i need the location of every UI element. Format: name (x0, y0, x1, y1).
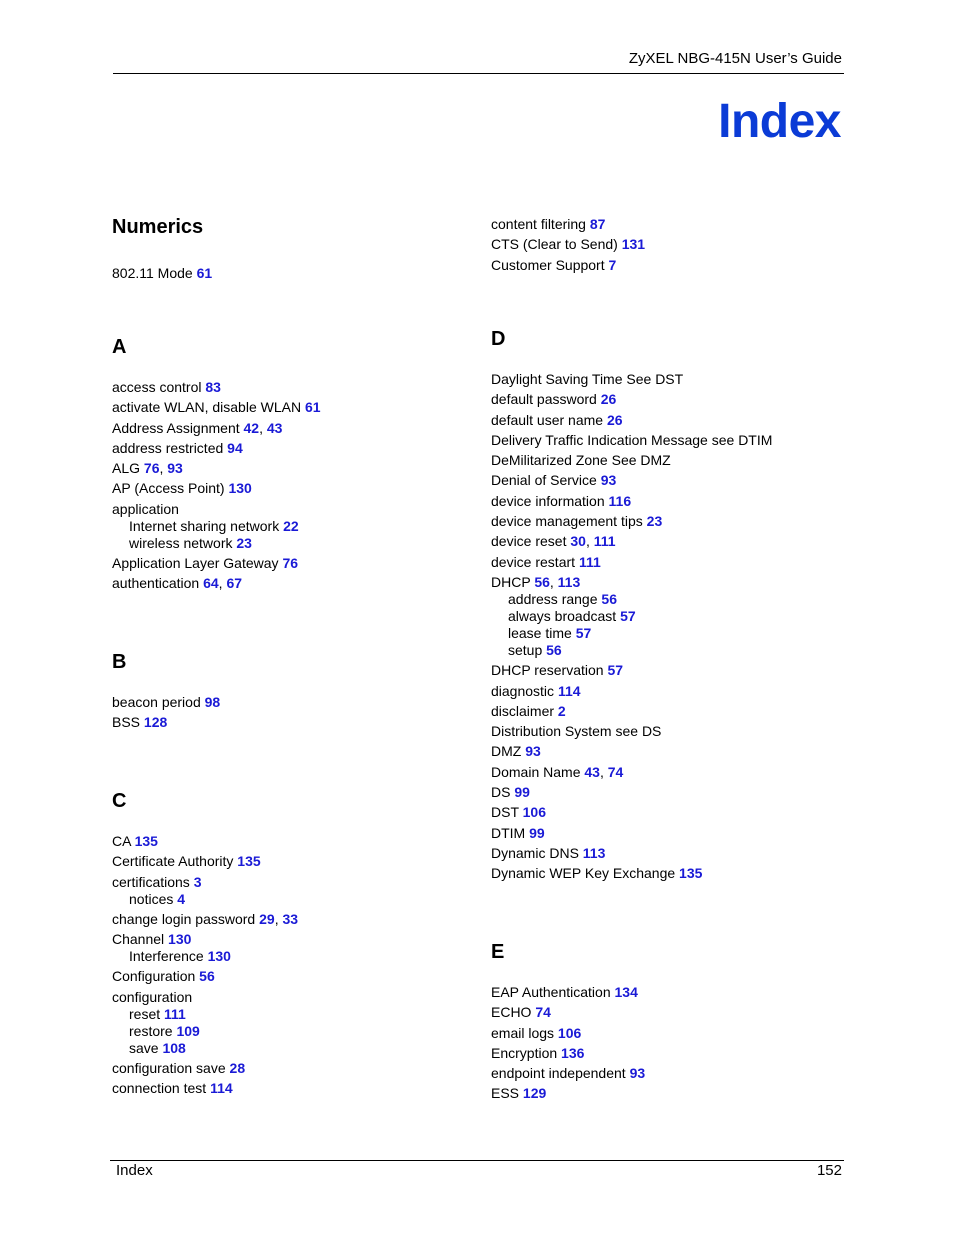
section-heading: Numerics (112, 216, 204, 238)
guide-title: ZyXEL NBG-415N User’s Guide (628, 50, 842, 67)
index-term: Denial of Service (491, 472, 597, 489)
index-term: Encryption (491, 1044, 558, 1061)
page-link[interactable]: 2 (557, 702, 566, 719)
index-entry (112, 501, 472, 552)
page-link[interactable]: 113 (582, 844, 606, 861)
index-entry (112, 874, 472, 908)
index-term: DMZ (491, 743, 522, 760)
page-link[interactable]: 130 (207, 948, 231, 965)
index-entry (112, 379, 472, 396)
index-entry (112, 833, 472, 850)
index-entry (491, 493, 851, 510)
page-link[interactable]: 83 (205, 379, 221, 395)
index-term: setup (508, 641, 543, 658)
index-entry (491, 662, 851, 679)
section-heading: E (491, 941, 505, 963)
index-subentry (112, 1023, 472, 1040)
page-number: 152 (816, 1162, 842, 1179)
page-link[interactable]: 56 (546, 641, 562, 658)
index-entries (491, 984, 851, 1102)
page-link[interactable]: 114 (210, 1080, 233, 1097)
index-subentry (112, 891, 472, 908)
page-link[interactable]: 128 (143, 714, 168, 731)
index-section (491, 940, 851, 1106)
page-link[interactable]: 76 (282, 555, 299, 572)
index-entry (491, 472, 851, 489)
index-term: content filtering (491, 216, 586, 232)
index-entry: device reset 30, 111 (491, 533, 616, 550)
page-link[interactable]: 131 (621, 236, 646, 253)
section-heading: B (112, 651, 127, 673)
index-term: always broadcast (508, 607, 617, 624)
index-term: address range (508, 590, 598, 607)
page-link[interactable]: 57 (575, 624, 592, 641)
page-link[interactable]: 111 (164, 1005, 186, 1022)
page-link[interactable]: 56 (534, 573, 550, 590)
page-link[interactable]: 30 (570, 533, 586, 550)
index-subentry (112, 518, 472, 535)
section-heading: C (112, 790, 127, 812)
page-link[interactable]: 93 (167, 460, 183, 477)
page-link[interactable]: 76 (143, 460, 160, 477)
index-section (491, 327, 851, 886)
index-term: configuration (112, 988, 193, 1005)
page-link[interactable]: 43 (584, 763, 600, 780)
index-entries (112, 379, 472, 592)
index-section (112, 215, 472, 285)
index-entry (491, 554, 851, 571)
page-link[interactable]: 74 (535, 1004, 551, 1021)
index-term: CTS (Clear to Send) (491, 236, 618, 253)
index-term: Customer Support (491, 256, 605, 273)
index-entry: Domain Name 43, 74 (491, 763, 624, 780)
page-link[interactable]: 93 (525, 743, 541, 760)
index-entries (491, 371, 851, 882)
index-entries (112, 833, 472, 1097)
index-term: certifications (112, 873, 190, 890)
index-entry (112, 1060, 472, 1077)
index-term: device management tips (491, 513, 643, 530)
page-link[interactable]: 26 (600, 391, 617, 408)
index-subentry (112, 948, 472, 965)
index-subentry (491, 625, 851, 642)
page-link[interactable]: 67 (226, 575, 243, 592)
index-entry (491, 865, 851, 882)
page-link[interactable]: 116 (608, 492, 632, 509)
index-section (112, 650, 472, 735)
index-term: Channel (112, 931, 165, 948)
page-link[interactable]: 111 (578, 553, 601, 570)
index-term: connection test (112, 1080, 207, 1097)
page-link[interactable]: 57 (620, 607, 636, 624)
index-entry (491, 1065, 851, 1082)
index-subentry (112, 1040, 472, 1057)
index-entry (491, 825, 851, 842)
index-term: EAP Authentication (491, 984, 611, 1000)
page-link[interactable]: 106 (557, 1024, 582, 1041)
index-entry (112, 931, 472, 965)
index-entry (112, 968, 472, 985)
page-link[interactable]: 56 (601, 590, 617, 607)
page-link[interactable]: 57 (607, 662, 624, 679)
page-link[interactable]: 26 (606, 411, 623, 428)
index-entry (112, 714, 472, 731)
page-link[interactable]: 23 (646, 513, 663, 530)
index-term: default user name (491, 411, 604, 428)
index-term: change login password (112, 910, 256, 927)
page-link[interactable]: 98 (204, 694, 221, 710)
index-subentry (491, 642, 851, 659)
index-term: device reset (491, 533, 567, 550)
page-link[interactable]: 93 (600, 472, 617, 489)
page-link[interactable]: 99 (514, 784, 530, 801)
index-entry (491, 513, 851, 530)
page-link[interactable]: 87 (589, 216, 606, 232)
index-term: 802.11 Mode (112, 265, 193, 281)
index-entry (491, 412, 851, 429)
footer-rule (110, 1160, 844, 1161)
index-entry: ALG 76, 93 (112, 460, 183, 477)
page-link[interactable]: 106 (522, 804, 546, 821)
page-title: Index (718, 95, 841, 148)
index-term: AP (Access Point) (112, 480, 225, 497)
index-term: ECHO (491, 1004, 532, 1021)
index-term: device information (491, 492, 605, 509)
page-link[interactable]: 99 (529, 824, 545, 841)
page-link[interactable]: 7 (608, 256, 617, 273)
index-entry (112, 265, 472, 282)
index-entry (491, 257, 851, 274)
index-section (491, 216, 851, 277)
index-entry (491, 452, 851, 469)
index-term: address restricted (112, 439, 224, 456)
index-term: Application Layer Gateway (112, 555, 279, 572)
index-section (112, 335, 472, 596)
index-entries (112, 265, 472, 282)
index-term: diagnostic (491, 682, 555, 699)
index-term: restore (129, 1022, 173, 1039)
index-term: configuration save (112, 1060, 226, 1077)
index-term: lease time (508, 624, 572, 641)
index-entry: Address Assignment 42, 43 (112, 419, 283, 436)
page-link[interactable]: 94 (227, 439, 243, 456)
page-link[interactable]: 113 (557, 573, 581, 590)
page-link[interactable]: 56 (199, 968, 215, 985)
index-term: ALG (112, 460, 141, 477)
index-entry (491, 1045, 851, 1062)
index-term: save (129, 1039, 159, 1056)
index-term: ESS (491, 1085, 520, 1102)
index-term: authentication (112, 575, 200, 592)
index-term: Interference (129, 948, 204, 965)
index-entries (112, 694, 472, 731)
page-link[interactable]: 74 (607, 763, 624, 780)
index-entry (112, 1080, 472, 1097)
index-term: Configuration (112, 968, 196, 985)
index-entry (491, 804, 851, 821)
index-entry (112, 989, 472, 1057)
page-link[interactable]: 111 (593, 533, 616, 550)
index-subentry (491, 608, 851, 625)
index-term: notices (129, 890, 174, 907)
index-term: Address Assignment (112, 419, 240, 436)
index-term: device restart (491, 553, 576, 570)
index-term: reset (129, 1005, 161, 1022)
index-term: DST (491, 804, 519, 821)
index-entry (491, 236, 851, 253)
page-link[interactable]: 135 (237, 853, 261, 870)
page-link[interactable]: 134 (614, 984, 638, 1000)
index-subentry (112, 1006, 472, 1023)
page-link[interactable]: 61 (304, 399, 321, 416)
index-term: CA (112, 833, 131, 849)
page-link[interactable]: 3 (193, 873, 202, 890)
page-link[interactable]: 23 (236, 534, 252, 551)
index-entry (491, 784, 851, 801)
page-link[interactable]: 129 (522, 1085, 547, 1102)
index-entry (491, 845, 851, 862)
index-term: wireless network (129, 534, 233, 551)
page-link[interactable]: 22 (283, 517, 299, 534)
index-entry (491, 432, 851, 449)
index-term: DHCP reservation (491, 662, 604, 679)
section-heading: A (112, 336, 127, 358)
index-subentry (491, 591, 851, 608)
index-entry (491, 216, 851, 233)
index-entry (112, 440, 472, 457)
index-term: beacon period (112, 694, 201, 710)
page-link[interactable]: 114 (557, 682, 581, 699)
index-term: DTIM (491, 824, 526, 841)
page-link[interactable]: 33 (282, 910, 299, 927)
index-term: Internet sharing network (129, 517, 280, 534)
index-entry (491, 723, 851, 740)
page-link[interactable]: 135 (679, 865, 703, 882)
index-entry (491, 1004, 851, 1021)
index-entry (491, 683, 851, 700)
footer-section: Index (116, 1162, 153, 1179)
page-link[interactable]: 135 (134, 833, 158, 849)
index-entry: authentication 64, 67 (112, 575, 243, 592)
index-section (112, 789, 472, 1101)
index-term: email logs (491, 1024, 555, 1041)
page-link[interactable]: 28 (229, 1060, 246, 1077)
index-subentry (112, 535, 472, 552)
index-term: endpoint independent (491, 1065, 626, 1082)
index-term: Dynamic WEP Key Exchange (491, 865, 676, 882)
index-term: Certificate Authority (112, 853, 234, 870)
page-link[interactable]: 130 (168, 931, 192, 948)
page-link[interactable]: 64 (203, 575, 219, 592)
page-link[interactable]: 108 (162, 1039, 186, 1056)
index-entry (491, 703, 851, 720)
section-heading: D (491, 328, 506, 350)
page-link[interactable]: 61 (196, 265, 213, 281)
index-entry (112, 480, 472, 497)
index-term: DeMilitarized Zone See DMZ (491, 452, 671, 469)
index-term: access control (112, 379, 202, 395)
index-term: DHCP (491, 573, 531, 590)
index-entries (491, 216, 851, 274)
index-term: Dynamic DNS (491, 844, 579, 861)
page-link[interactable]: 109 (176, 1022, 200, 1039)
index-term: activate WLAN, disable WLAN (112, 399, 302, 416)
index-entry (112, 694, 472, 711)
index-term: DS (491, 784, 511, 801)
index-term: default password (491, 391, 597, 408)
index-entry (112, 555, 472, 572)
index-entry: change login password 29, 33 (112, 910, 299, 927)
index-term: Daylight Saving Time See DST (491, 371, 684, 387)
index-entry: DHCP 56, 113 address range 56 always broadcast 57 lease time 57 setup 56 (491, 574, 851, 659)
index-entry (112, 399, 472, 416)
index-entry (491, 984, 851, 1001)
index-term: Domain Name (491, 763, 581, 780)
header-rule (113, 73, 844, 74)
page-link[interactable]: 4 (177, 890, 186, 907)
index-term: application (112, 500, 179, 517)
page-link[interactable]: 93 (629, 1065, 646, 1082)
index-entry (491, 1085, 851, 1102)
page-link[interactable]: 42 (243, 419, 260, 436)
index-term: BSS (112, 714, 141, 731)
page-link[interactable]: 43 (266, 419, 283, 436)
index-entry (491, 391, 851, 408)
page-link[interactable]: 29 (259, 910, 275, 927)
index-term: disclaimer (491, 702, 555, 719)
index-entry (491, 371, 851, 388)
index-term: Delivery Traffic Indication Message see DTIM (491, 431, 773, 448)
page-link[interactable]: 130 (228, 480, 252, 497)
page-link[interactable]: 136 (561, 1044, 585, 1061)
index-entry (491, 1025, 851, 1042)
index-entry (112, 853, 472, 870)
index-entry (491, 743, 851, 760)
index-term: Distribution System see DS (491, 723, 662, 740)
